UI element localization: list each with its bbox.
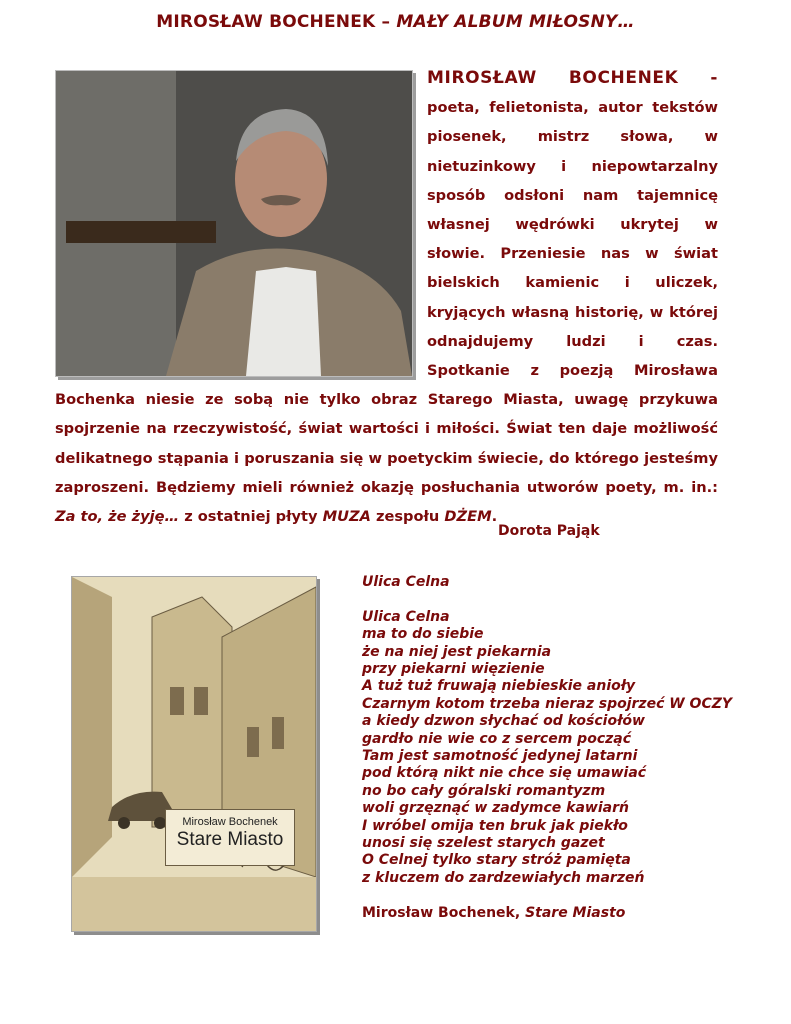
poem-line: gardło nie wie co z sercem począć [362, 730, 632, 747]
poem-line: ma to do siebie [362, 626, 484, 643]
poem [362, 574, 762, 922]
poem-line: I wróbel omija ten bruk jak piekło [362, 817, 628, 834]
poem-line: z kluczem do zardzewiałych marzeń [362, 869, 645, 886]
book-cover [71, 576, 317, 932]
poem-title: Ulica Celna [362, 574, 450, 590]
poem-line: Tam jest samotność jedynej latarni [362, 748, 638, 765]
song-title: Za to, że żyję… [55, 508, 180, 526]
poem-line: że na niej jest piekarnia [362, 643, 552, 660]
poem-line: pod którą nikt nie chce się umawiać [362, 765, 647, 782]
intro-text-mid: z ostatniej płyty [179, 508, 323, 526]
intro-text-band: zespołu [370, 508, 445, 526]
poem-line: O Celnej tylko stary stróż pamięta [362, 852, 631, 869]
poem-line: unosi się szelest starych gazet [362, 835, 605, 852]
cover-title: Stare Miasto [176, 829, 284, 850]
intro-text: poeta, felietonista, autor tekstów piosenek, mistrz słowa, w nietuzinkowy i niepowtarzalny sposób odsłoni nam tajemnicę własnej wędrówki ukrytej w słowie. Przeniesie nas w świat bielskich kamienic i uliczek, kryjących własną historię, w której odnajdujemy ludzi i czas. Spotkanie z poezją Mirosława Bochenka niesie ze sobą nie tylko obraz Starego Miasta, uwagę przykuwa spojrzenie na rzeczywistość, świat wartości i miłości. Świat ten daje możliwość delikatnego stąpania i poruszania się w poetyckim świecie, do którego jesteśmy zaproszeni. Będziemy mieli również okazję posłuchania utworów poety, m. in.: [55, 99, 718, 496]
intro-paragraph [55, 64, 718, 531]
author-photo [55, 70, 413, 377]
poem-line: Czarnym kotom trzeba nieraz spojrzeć W OCZY [362, 695, 733, 712]
book-cover-illustration [72, 577, 316, 931]
poem-line: no bo cały góralski romantyzm [362, 782, 606, 799]
intro-text-end: . [491, 508, 498, 526]
poem-line: przy piekarni więzienie [362, 661, 545, 678]
poem-credit-author: Mirosław Bochenek, [362, 904, 526, 921]
author-name: MIROSŁAW BOCHENEK - [427, 68, 718, 88]
poem-lines [362, 609, 762, 888]
band-name: DŻEM [444, 508, 492, 526]
page-title [0, 12, 791, 32]
author-portrait-image [56, 71, 412, 376]
poem-line: A tuż tuż fruwają niebieskie anioły [362, 678, 636, 695]
poem-line: a kiedy dzwon słychać od kościołów [362, 713, 645, 730]
poem-line: woli grzęznąć w zadymce kawiarń [362, 800, 629, 817]
title-italic: MAŁY ALBUM MIŁOSNY… [396, 12, 635, 32]
poem-line: Ulica Celna [362, 608, 450, 625]
poem-credit-book: Stare Miasto [525, 904, 626, 921]
signature: Dorota Pająk [498, 523, 600, 539]
title-main: MIROSŁAW BOCHENEK – [156, 12, 397, 32]
album-title: MUZA [322, 508, 371, 526]
cover-label [165, 809, 295, 866]
poem-credit [362, 905, 762, 922]
cover-author: Mirosław Bochenek [182, 816, 278, 828]
